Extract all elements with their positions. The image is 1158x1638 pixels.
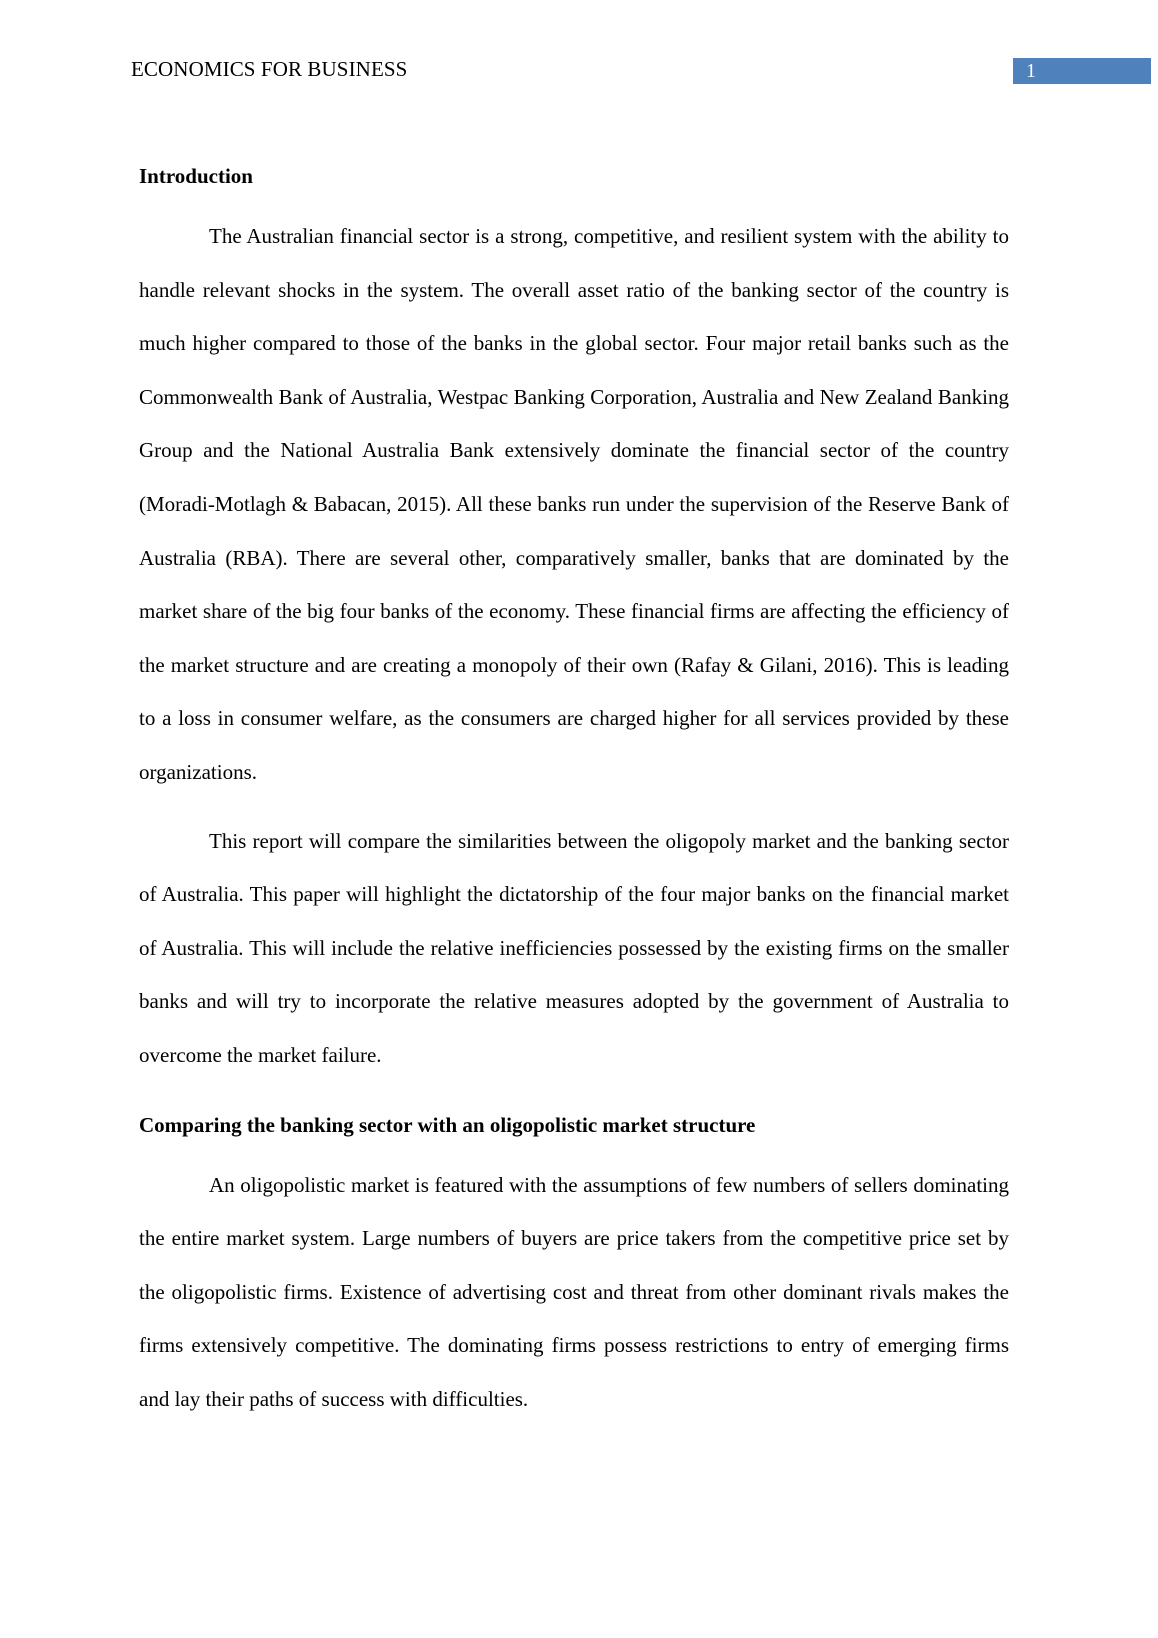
introduction-paragraph-2: This report will compare the similarities between the oligopoly market and the banking sector of Australia. This paper will highlight the dictatorship of the four major banks on the financial market of Australia. This will include the relative inefficiencies possessed by the existing firms on the smaller banks and will try to incorporate the relative measures adopted by the government of Australia to overcome the market failure. xyxy=(139,828,1009,1067)
section-heading-introduction: Introduction xyxy=(139,164,253,188)
comparison-paragraph-1: An oligopolistic market is featured with the assumptions of few numbers of sellers dominating the entire market system. Large numbers of buyers are price takers from the competitive price set by the oligopolistic firms. Existence of advertising cost and threat from other dominant rivals makes the firms extensively competitive. The dominating firms possess restrictions to entry of emerging firms and lay their paths of success with difficulties. xyxy=(139,1172,1009,1411)
document-body xyxy=(139,158,1009,1426)
running-header-title: ECONOMICS FOR BUSINESS xyxy=(131,57,408,81)
section-heading-comparison: Comparing the banking sector with an oligopolistic market structure xyxy=(139,1112,756,1137)
introduction-paragraph-1: The Australian financial sector is a strong, competitive, and resilient system with the ability to handle relevant shocks in the system. The overall asset ratio of the banking sector of the country is much higher compared to those of the banks in the global sector. Four major retail banks such as the Commonwealth Bank of Australia, Westpac Banking Corporation, Australia and New Zealand Banking Group and the National Australia Bank extensively dominate the financial sector of the country (Moradi-Motlagh & Babacan, 2015). All these banks run under the supervision of the Reserve Bank of Australia (RBA). There are several other, comparatively smaller, banks that are dominated by the market share of the big four banks of the economy. These financial firms are affecting the efficiency of the market structure and are creating a monopoly of their own (Rafay & Gilani, 2016). This is leading to a loss in consumer welfare, as the consumers are charged higher for all services provided by these organizations. xyxy=(139,224,1009,784)
page-number: 1 xyxy=(1013,58,1151,84)
